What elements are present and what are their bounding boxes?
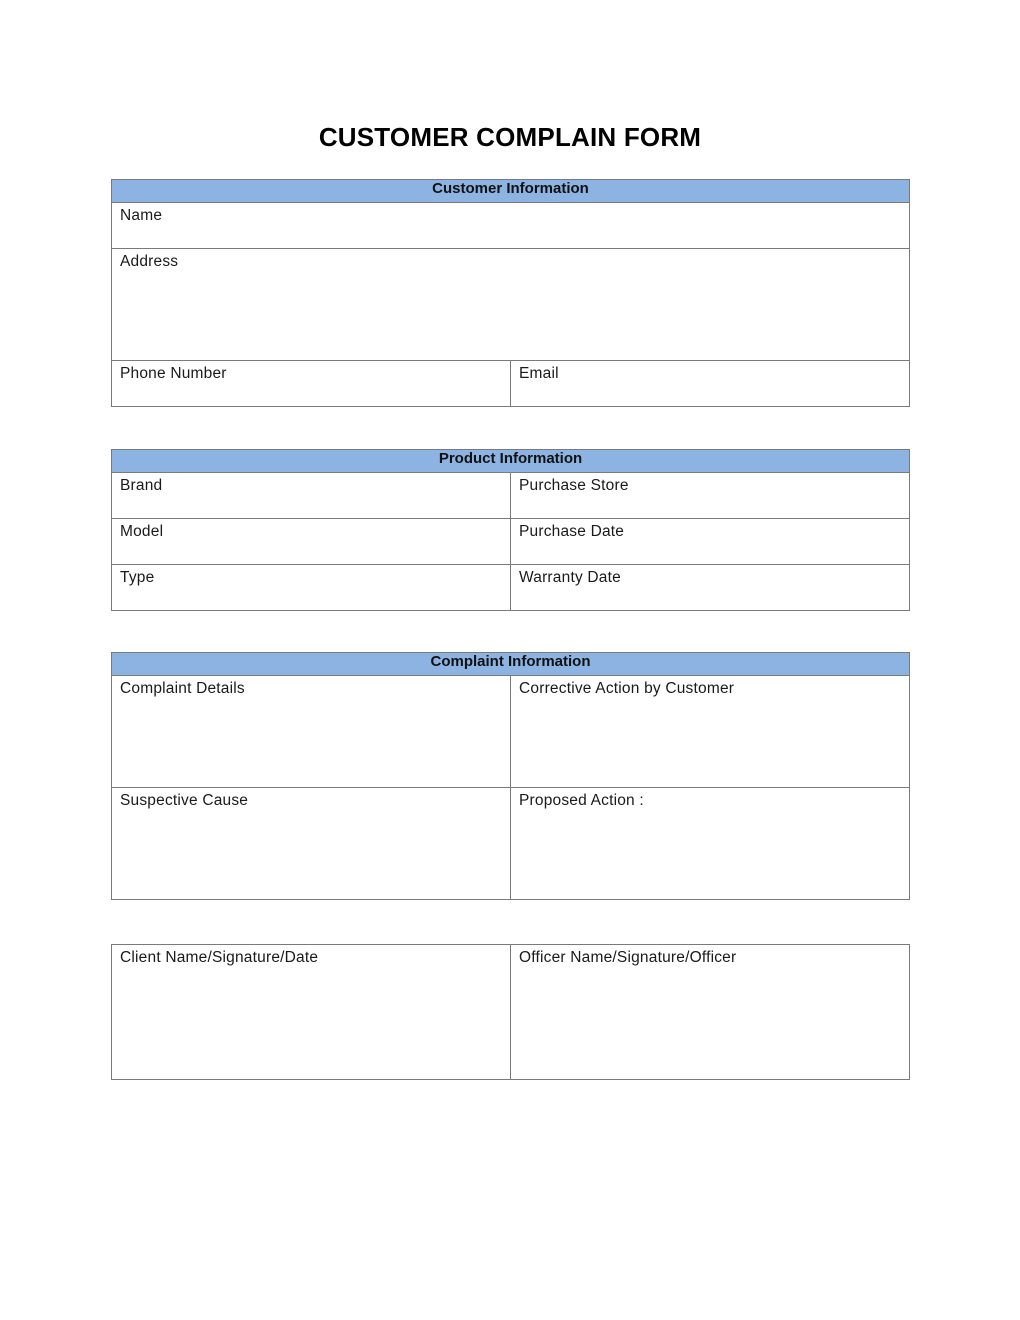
phone-number-label: Phone Number bbox=[120, 365, 227, 382]
complaint-details-label: Complaint Details bbox=[120, 680, 245, 697]
address-field[interactable] bbox=[112, 249, 910, 361]
complaint-details-field[interactable] bbox=[112, 676, 511, 788]
name-label: Name bbox=[120, 207, 163, 224]
proposed-action-label: Proposed Action : bbox=[519, 792, 644, 809]
customer-information-table bbox=[111, 179, 910, 407]
signature-table bbox=[111, 944, 910, 1080]
type-label: Type bbox=[120, 569, 155, 586]
corrective-action-field[interactable] bbox=[511, 676, 910, 788]
email-label: Email bbox=[519, 365, 559, 382]
model-label: Model bbox=[120, 523, 164, 540]
phone-number-field[interactable] bbox=[112, 361, 511, 407]
name-field[interactable] bbox=[112, 203, 910, 249]
page-title: CUSTOMER COMPLAIN FORM bbox=[318, 122, 702, 152]
suspective-cause-field[interactable] bbox=[112, 788, 511, 900]
model-field[interactable] bbox=[112, 519, 511, 565]
product-information-table bbox=[111, 449, 910, 611]
email-field[interactable] bbox=[511, 361, 910, 407]
brand-label: Brand bbox=[120, 477, 163, 494]
warranty-date-field[interactable] bbox=[511, 565, 910, 611]
suspective-cause-label: Suspective Cause bbox=[120, 792, 249, 809]
purchase-store-label: Purchase Store bbox=[519, 477, 629, 494]
purchase-store-field[interactable] bbox=[511, 473, 910, 519]
type-field[interactable] bbox=[112, 565, 511, 611]
purchase-date-label: Purchase Date bbox=[519, 523, 625, 540]
complaint-information-table bbox=[111, 652, 910, 900]
brand-field[interactable] bbox=[112, 473, 511, 519]
officer-signature-field[interactable] bbox=[511, 945, 910, 1080]
officer-signature-label: Officer Name/Signature/Officer bbox=[519, 949, 737, 966]
purchase-date-field[interactable] bbox=[511, 519, 910, 565]
complaint-information-header: Complaint Information bbox=[112, 653, 910, 676]
proposed-action-field[interactable] bbox=[511, 788, 910, 900]
product-information-header: Product Information bbox=[112, 450, 910, 473]
customer-information-header: Customer Information bbox=[112, 180, 910, 203]
client-signature-field[interactable] bbox=[112, 945, 511, 1080]
address-label: Address bbox=[120, 253, 179, 270]
corrective-action-label: Corrective Action by Customer bbox=[519, 680, 735, 697]
client-signature-label: Client Name/Signature/Date bbox=[120, 949, 319, 966]
warranty-date-label: Warranty Date bbox=[519, 569, 621, 586]
